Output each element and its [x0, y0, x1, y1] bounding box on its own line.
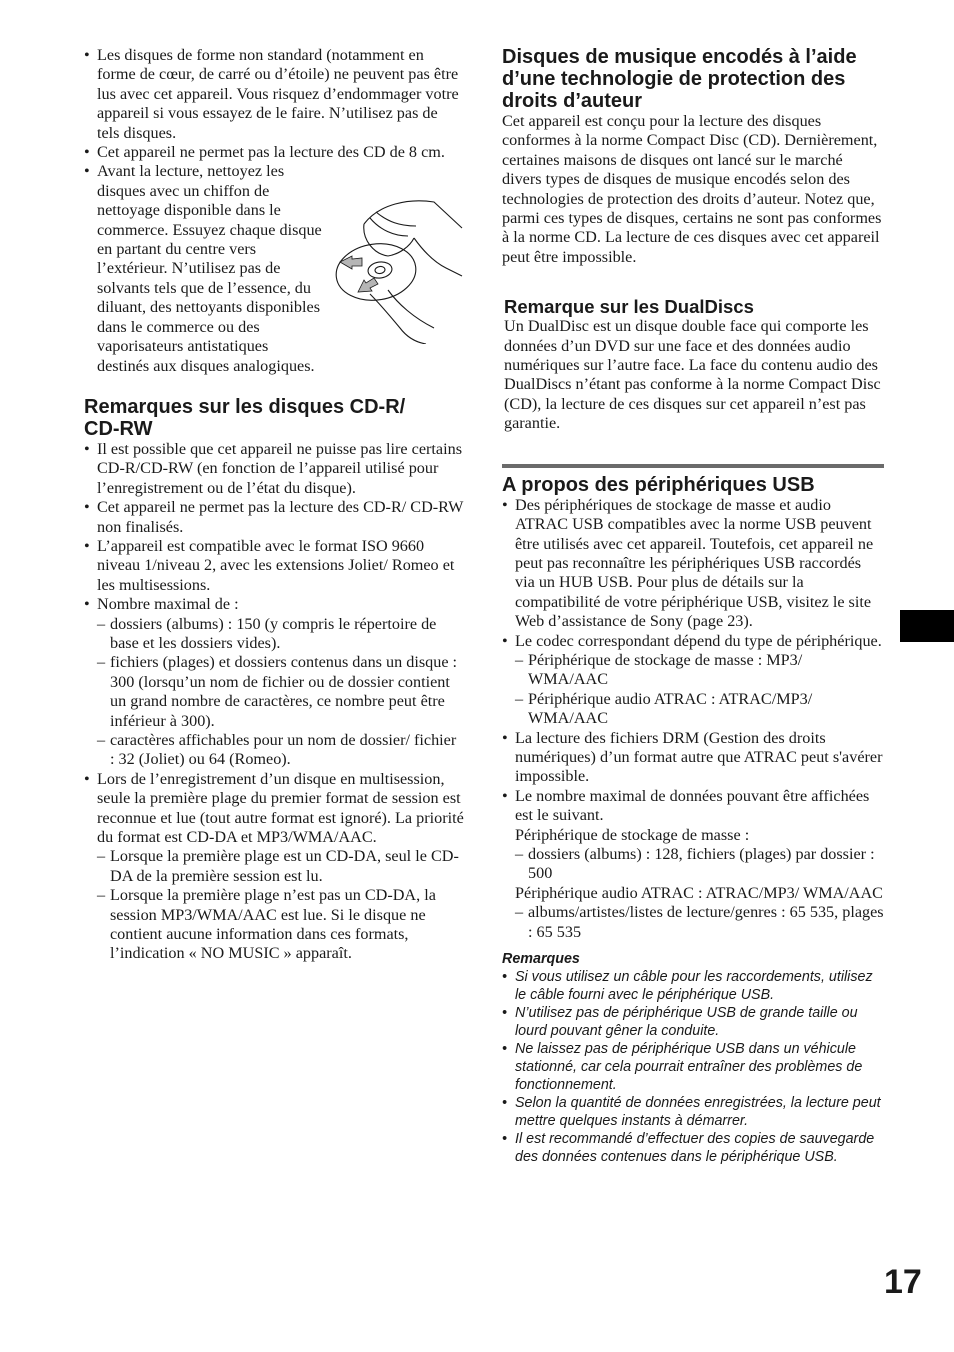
sub-item: – dossiers (albums) : 150 (y compris le répertoire de base et les dossiers vides).	[97, 615, 464, 654]
codec-text: Le codec correspondant dépend du type de périphérique.	[515, 631, 882, 650]
sub-item: – caractères affichables pour un nom de dossier/ fichier : 32 (Joliet) ou 64 (Romeo).	[97, 731, 464, 770]
codec-sublist	[515, 651, 884, 729]
max-count-label: Nombre maximal de :	[97, 595, 239, 614]
drm-heading: Disques de musique encodés à l’aide d’une technologie de protection des droits d’auteur	[502, 46, 857, 112]
list-item: • Cet appareil ne permet pas la lecture des CD-R/ CD-RW non finalisés.	[84, 498, 464, 537]
sub-item: – Périphérique audio ATRAC : ATRAC/MP3/ WMA/AAC	[515, 690, 884, 729]
list-item: • Il est possible que cet appareil ne puisse pas lire certains CD-R/CD-RW (en fonction de l’appareil utilisé pour l’enregistrement ou de l’état du disque).	[84, 440, 464, 498]
usb-heading: A propos des périphériques USB	[502, 473, 815, 496]
sub-item: – Périphérique de stockage de masse : MP3/ WMA/AAC	[515, 651, 884, 690]
multisession-sublist	[97, 847, 464, 963]
list-item: • Avant la lecture, nettoyez les disques avec un chiffon de nettoyage disponible dans le commerce. Essuyez chaque disque en partant du centre vers l’extérieur. N’utilisez pas de solvants tels que de l’essence, du diluant, des nettoyants disponibles dans le commerce ou des vaporisateurs antistatiques destinés aux disques analogiques.	[84, 162, 464, 375]
right-column	[502, 46, 884, 1166]
list-item	[84, 595, 464, 770]
usb-list	[502, 496, 884, 942]
mass-storage-label: Périphérique de stockage de masse :	[515, 825, 750, 844]
notes-block	[502, 950, 884, 1166]
note-item: • Il est recommandé d’effectuer des copies de sauvegarde des données contenues dans le périphérique USB.	[502, 1130, 884, 1166]
dualdisc-paragraph: Un DualDisc est un disque double face qui comporte les données d’un DVD sur une face et des données audio numériques sur l’autre face. La face du contenu audio des DualDiscs n’étant pas conforme à la norme Compact Disc (CD), la lecture de ces disques sur cet appareil n’est pas garantie.	[504, 317, 881, 433]
page-number: 17	[884, 1263, 922, 1301]
note-item: • Ne laissez pas de périphérique USB dans un véhicule stationné, car cela pourrait entraîner des problèmes de fonctionnement.	[502, 1040, 884, 1094]
atrac-sublist	[515, 903, 884, 942]
list-item	[502, 787, 884, 942]
list-item: • Les disques de forme non standard (notamment en forme de cœur, de carré ou d’étoile) ne peuvent pas être lus avec cet appareil. Vous risquez d’endommager votre appareil si vous essayez de le faire. N’utilisez pas de tels disques.	[84, 46, 464, 143]
list-item	[502, 632, 884, 729]
list-item: • Des périphériques de stockage de masse et audio ATRAC USB compatibles avec la norme USB peuvent être utilisés avec cet appareil. Toutefois, cet appareil ne peut pas reconnaître les périphériques USB raccordés via un HUB USB. Pour plus de détails sur la compatibilité de votre périphérique USB, visitez le site Web d’assistance de Sony (page 23).	[502, 496, 884, 632]
max-data-text: Le nombre maximal de données pouvant être affichées est le suivant.	[515, 786, 870, 825]
dualdisc-heading: Remarque sur les DualDiscs	[504, 296, 754, 318]
max-count-sublist	[97, 615, 464, 770]
list-item: • La lecture des fichiers DRM (Gestion des droits numériques) d’un format autre que ATRAC peut s'avérer impossible.	[502, 729, 884, 787]
mass-storage-sublist	[515, 845, 884, 884]
note-item: • Selon la quantité de données enregistrées, la lecture peut mettre quelques instants à démarrer.	[502, 1094, 884, 1130]
note-item: • Si vous utilisez un câble pour les raccordements, utilisez le câble fourni avec le périphérique USB.	[502, 968, 884, 1004]
sub-item: – fichiers (plages) et dossiers contenus dans un disque : 300 (lorsqu’un nom de fichier ou de dossier contient un grand nombre de caractères, ce nombre peut être inférieur à 300).	[97, 653, 464, 731]
sub-item: – Lorsque la première plage n’est pas un CD-DA, la session MP3/WMA/AAC est lue. Si le disque ne contient aucune information dans ces formats, l’indication « NO MUSIC » apparaît.	[97, 886, 464, 964]
section-tab-marker	[900, 610, 954, 642]
multisession-text: Lors de l’enregistrement d’un disque en multisession, seule la première plage du premier format de session est reconnue et lue (tout autre format est ignoré). La priorité du format est CD-DA et MP3/WMA/AAC.	[97, 769, 464, 847]
notes-list	[502, 968, 884, 1166]
sub-item: – albums/artistes/listes de lecture/genres : 65 535, plages : 65 535	[515, 903, 884, 942]
atrac-label: Périphérique audio ATRAC : ATRAC/MP3/ WMA/AAC	[515, 883, 883, 902]
notes-title: Remarques	[502, 951, 580, 968]
list-item	[84, 770, 464, 964]
cdr-list	[84, 440, 464, 964]
list-item: • Cet appareil ne permet pas la lecture des CD de 8 cm.	[84, 143, 464, 162]
note-item: • N’utilisez pas de périphérique USB de grande taille ou lourd pouvant gêner la conduite.	[502, 1004, 884, 1040]
cdr-heading: Remarques sur les disques CD-R/ CD-RW	[84, 395, 406, 440]
disc-cleaning-illustration	[334, 196, 464, 344]
sub-item: – Lorsque la première plage est un CD-DA, seul le CD-DA de la première session est lu.	[97, 847, 464, 886]
list-item: • L’appareil est compatible avec le format ISO 9660 niveau 1/niveau 2, avec les extensions Joliet/ Romeo et les multisessions.	[84, 537, 464, 595]
left-column	[84, 46, 464, 964]
drm-paragraph: Cet appareil est conçu pour la lecture des disques conformes à la norme Compact Disc (CD). Dernièrement, certaines maisons de disques ont lancé sur le marché divers types de disques de musique encodés selon des technologies de protection des droits d’auteur. Notez que, parmi ces types de disques, certains ne sont pas conformes à la norme CD. La lecture de ces disques avec cet appareil peut être impossible.	[502, 112, 882, 266]
sub-item: – dossiers (albums) : 128, fichiers (plages) par dossier : 500	[515, 845, 884, 884]
